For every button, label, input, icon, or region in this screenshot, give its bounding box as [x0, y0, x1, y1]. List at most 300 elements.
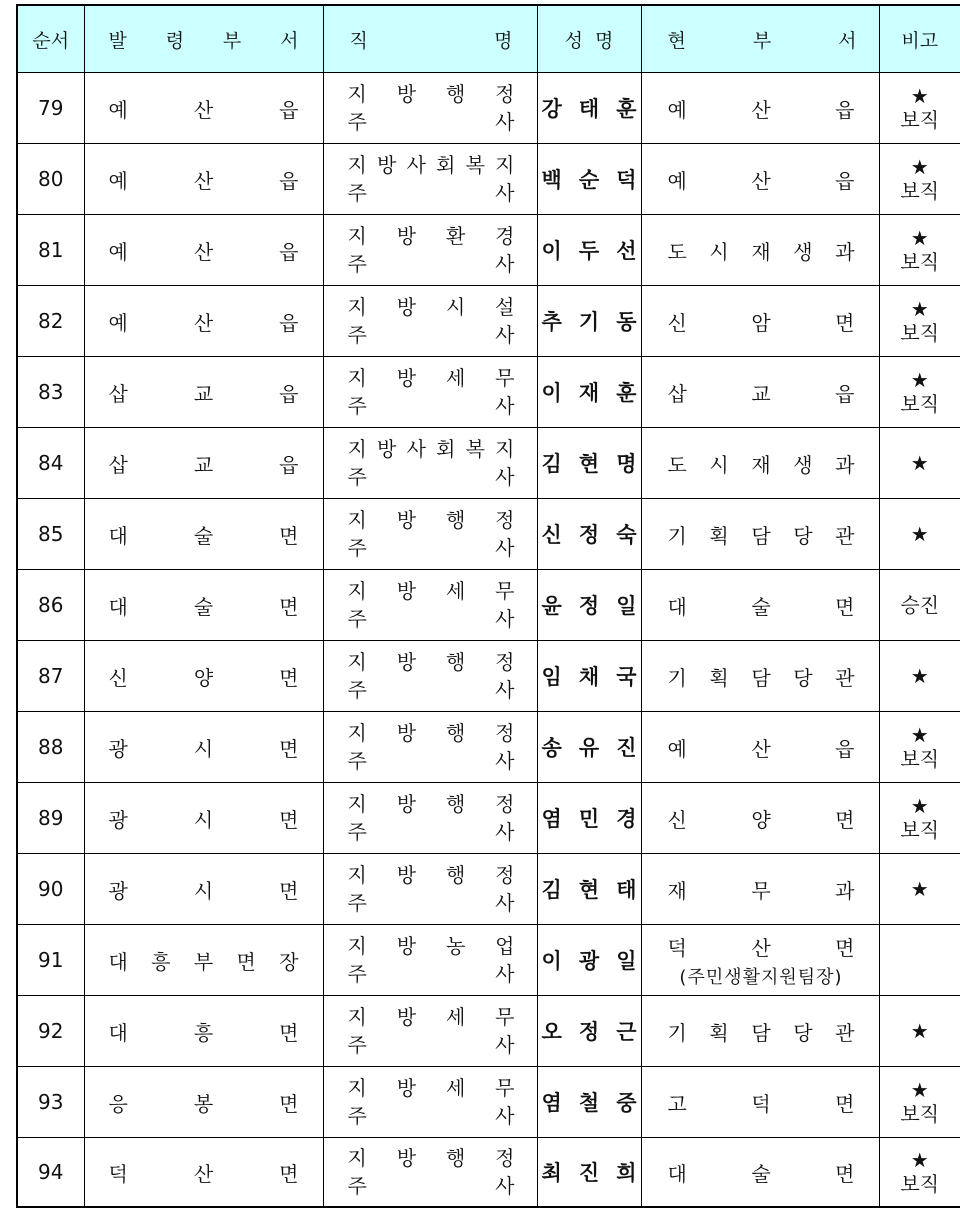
char: 지	[495, 437, 515, 461]
table-row	[17, 286, 960, 357]
star-icon: ★	[910, 794, 929, 818]
char: 사	[495, 252, 515, 276]
person-name	[537, 641, 641, 712]
char: 희	[616, 1161, 637, 1185]
char: 당	[793, 1020, 813, 1045]
char: 방	[396, 82, 417, 106]
person-name	[537, 996, 641, 1067]
star-icon: ★	[910, 664, 929, 688]
note-text: 보직	[900, 321, 940, 345]
char: 산	[193, 97, 214, 122]
current-dept	[668, 662, 855, 691]
char: 일	[616, 949, 637, 973]
char: 대	[108, 523, 128, 548]
char: 지	[347, 1146, 367, 1170]
person-name	[537, 783, 641, 854]
char: 방	[396, 1146, 417, 1170]
position	[323, 783, 537, 854]
char: 읍	[279, 452, 299, 477]
char: 읍	[835, 168, 855, 193]
position	[323, 286, 537, 357]
note-cell	[879, 428, 960, 499]
char: 정	[495, 721, 515, 745]
char: 삽	[108, 381, 128, 406]
char: 방	[396, 1076, 417, 1100]
char: 염	[541, 807, 562, 831]
note-cell	[879, 286, 960, 357]
char: 술	[193, 523, 214, 548]
char: 산	[751, 97, 771, 122]
char: 암	[751, 310, 771, 335]
char: 주	[347, 1174, 367, 1198]
from-dept	[84, 996, 323, 1067]
personnel-table	[16, 4, 960, 1208]
from-dept	[84, 783, 323, 854]
char: 정	[578, 1020, 600, 1044]
note-text: 보직	[900, 1102, 940, 1126]
char: 방	[396, 934, 417, 958]
char: 신	[667, 807, 687, 832]
char: 일	[616, 594, 637, 618]
char: 경	[616, 807, 637, 831]
char: 주	[347, 536, 367, 560]
char: 예	[108, 310, 128, 335]
char: 과	[835, 239, 855, 264]
char: 업	[495, 934, 515, 958]
char: 광	[108, 807, 128, 832]
char: 부	[193, 949, 214, 974]
char: 김	[541, 878, 562, 902]
current-dept	[668, 378, 855, 407]
star-icon: ★	[910, 1078, 929, 1102]
note-text: 보직	[900, 179, 940, 203]
current-dept	[668, 804, 855, 833]
char: 태	[616, 878, 637, 902]
table-row	[17, 499, 960, 570]
char: 기	[667, 1020, 687, 1045]
char: 획	[709, 523, 729, 548]
char: 도	[667, 239, 687, 264]
char: 정	[495, 650, 515, 674]
current-dept-cell	[641, 499, 879, 570]
header-from: 발 령 부 서	[84, 5, 323, 73]
char: 방	[377, 153, 397, 177]
char: 양	[751, 807, 771, 832]
char: 방	[396, 366, 417, 390]
note-cell	[879, 783, 960, 854]
char: 방	[396, 792, 417, 816]
char: 무	[495, 1076, 515, 1100]
char: 사	[495, 749, 515, 773]
char: 방	[396, 863, 417, 887]
char: 사	[495, 1104, 515, 1128]
char: 사	[495, 181, 515, 205]
row-number: 85	[17, 499, 84, 570]
char: 숙	[616, 523, 637, 547]
char: 술	[751, 1161, 771, 1186]
char: 산	[193, 310, 214, 335]
char: 주	[347, 1104, 367, 1128]
person-name	[537, 357, 641, 428]
char: 시	[709, 239, 729, 264]
char: 정	[495, 792, 515, 816]
note-text: 보직	[900, 747, 940, 771]
char: 시	[193, 736, 214, 761]
char: 재	[751, 239, 771, 264]
from-dept	[84, 215, 323, 286]
table-row	[17, 215, 960, 286]
char: 교	[751, 381, 771, 406]
star-icon: ★	[910, 155, 929, 179]
char: 산	[751, 935, 771, 960]
char: 양	[193, 665, 214, 690]
note-cell	[879, 499, 960, 570]
char: 획	[709, 665, 729, 690]
char: 방	[396, 224, 417, 248]
char: 광	[108, 878, 128, 903]
from-dept	[84, 357, 323, 428]
char: 환	[445, 224, 466, 248]
char: 재	[751, 452, 771, 477]
char: 지	[347, 1005, 367, 1029]
char: 주	[347, 891, 367, 915]
note-cell	[879, 570, 960, 641]
position	[323, 357, 537, 428]
star-icon: ★	[910, 368, 929, 392]
char: 지	[347, 721, 367, 745]
char: 순	[578, 168, 600, 192]
char: 방	[396, 295, 417, 319]
star-icon: ★	[910, 297, 929, 321]
char: 덕	[616, 168, 637, 192]
table-row	[17, 357, 960, 428]
char: 임	[541, 665, 562, 689]
char: 농	[445, 934, 466, 958]
char: 철	[578, 1091, 600, 1115]
current-dept-cell	[641, 357, 879, 428]
from-dept	[84, 570, 323, 641]
char: 흥	[151, 949, 171, 974]
char: 읍	[835, 381, 855, 406]
person-name	[537, 570, 641, 641]
char: 재	[578, 381, 600, 405]
note-text: 보직	[900, 250, 940, 274]
row-number: 86	[17, 570, 84, 641]
char: 관	[835, 1020, 855, 1045]
char: 방	[396, 508, 417, 532]
char: 사	[495, 1033, 515, 1057]
char: 근	[616, 1020, 637, 1044]
char: 읍	[279, 97, 299, 122]
char: 지	[347, 366, 367, 390]
table-row	[17, 925, 960, 996]
header-current: 현 부 서	[641, 5, 879, 73]
char: 기	[578, 310, 600, 334]
char: 지	[347, 579, 367, 603]
char: 사	[406, 437, 426, 461]
current-dept-cell	[641, 641, 879, 712]
char: 사	[495, 323, 515, 347]
char: 면	[279, 523, 299, 548]
char: 시	[445, 295, 466, 319]
char: 면	[835, 594, 855, 619]
char: 행	[445, 1146, 466, 1170]
char: 정	[495, 508, 515, 532]
char: 두	[578, 239, 600, 263]
char: 생	[793, 452, 813, 477]
char: 사	[495, 465, 515, 489]
char: 교	[193, 452, 214, 477]
char: 주	[347, 607, 367, 631]
char: 산	[751, 168, 771, 193]
from-dept	[84, 73, 323, 144]
char: 봉	[193, 1091, 214, 1116]
char: 대	[667, 1161, 687, 1186]
from-dept	[84, 428, 323, 499]
person-name	[537, 428, 641, 499]
note-cell	[879, 144, 960, 215]
char: 시	[709, 452, 729, 477]
from-dept	[84, 1067, 323, 1138]
char: 대	[108, 949, 128, 974]
char: 염	[541, 1091, 562, 1115]
char: 방	[396, 579, 417, 603]
current-dept-cell	[641, 428, 879, 499]
char: 추	[541, 310, 562, 334]
table-row	[17, 144, 960, 215]
char: 담	[751, 665, 771, 690]
char: 주	[347, 1033, 367, 1057]
position	[323, 73, 537, 144]
char: 김	[541, 452, 562, 476]
row-number: 91	[17, 925, 84, 996]
char: 지	[347, 508, 367, 532]
char: 신	[667, 310, 687, 335]
current-dept-cell	[641, 144, 879, 215]
header-note: 비고	[879, 5, 960, 73]
table-row	[17, 712, 960, 783]
person-name	[537, 215, 641, 286]
char: 교	[193, 381, 214, 406]
char: 사	[495, 1174, 515, 1198]
char: 행	[445, 721, 466, 745]
position	[323, 925, 537, 996]
note-cell	[879, 996, 960, 1067]
char: 지	[495, 153, 515, 177]
char: 사	[495, 891, 515, 915]
char: 주	[347, 678, 367, 702]
char: 면	[236, 949, 256, 974]
current-dept	[668, 520, 855, 549]
char: 진	[616, 736, 637, 760]
note-text: 보직	[900, 818, 940, 842]
person-name	[537, 144, 641, 215]
row-number: 87	[17, 641, 84, 712]
current-dept	[668, 165, 855, 194]
char: 지	[347, 1076, 367, 1100]
char: 예	[667, 97, 687, 122]
person-name	[537, 1138, 641, 1208]
char: 신	[108, 665, 128, 690]
char: 무	[751, 878, 771, 903]
char: 사	[495, 962, 515, 986]
char: 훈	[616, 381, 637, 405]
current-dept	[668, 94, 855, 123]
row-number: 81	[17, 215, 84, 286]
char: 면	[279, 594, 299, 619]
current-dept	[668, 307, 855, 336]
char: 무	[495, 366, 515, 390]
char: 지	[347, 863, 367, 887]
row-number: 83	[17, 357, 84, 428]
char: 면	[279, 807, 299, 832]
char: 읍	[279, 168, 299, 193]
char: 면	[835, 807, 855, 832]
note-cell	[879, 712, 960, 783]
table-row	[17, 854, 960, 925]
position	[323, 144, 537, 215]
char: 선	[616, 239, 637, 263]
char: 관	[835, 665, 855, 690]
char: 시	[193, 807, 214, 832]
char: 정	[578, 523, 600, 547]
table-row	[17, 1067, 960, 1138]
char: 읍	[279, 239, 299, 264]
from-dept	[84, 499, 323, 570]
char: 행	[445, 82, 466, 106]
char: 면	[279, 1161, 299, 1186]
char: 술	[751, 594, 771, 619]
person-name	[537, 286, 641, 357]
char: 주	[347, 749, 367, 773]
row-number: 94	[17, 1138, 84, 1208]
char: 정	[495, 1146, 515, 1170]
char: 최	[541, 1161, 562, 1185]
from-dept	[84, 712, 323, 783]
char: 예	[108, 168, 128, 193]
char: 오	[541, 1020, 562, 1044]
char: 주	[347, 820, 367, 844]
note-cell	[879, 73, 960, 144]
table-header-row	[17, 5, 960, 73]
position	[323, 641, 537, 712]
from-dept	[84, 854, 323, 925]
person-name	[537, 73, 641, 144]
star-icon: ★	[910, 451, 929, 475]
note-cell	[879, 357, 960, 428]
star-icon: ★	[910, 723, 929, 747]
char: 사	[495, 110, 515, 134]
star-icon: ★	[910, 877, 929, 901]
char: 면	[279, 1020, 299, 1045]
current-dept	[668, 1088, 855, 1117]
char: 주	[347, 181, 367, 205]
char: 면	[279, 878, 299, 903]
char: 민	[578, 807, 600, 831]
char: 방	[377, 437, 397, 461]
char: 방	[396, 650, 417, 674]
char: 주	[347, 962, 367, 986]
char: 진	[578, 1161, 600, 1185]
char: 주	[347, 110, 367, 134]
char: 읍	[279, 381, 299, 406]
star-icon: ★	[910, 522, 929, 546]
char: 획	[709, 1020, 729, 1045]
char: 기	[667, 523, 687, 548]
row-number: 92	[17, 996, 84, 1067]
char: 도	[667, 452, 687, 477]
char: 덕	[751, 1091, 771, 1116]
current-dept-cell	[641, 712, 879, 783]
row-number: 79	[17, 73, 84, 144]
current-dept-cell	[641, 925, 879, 996]
note-cell	[879, 925, 960, 996]
char: 산	[751, 736, 771, 761]
char: 유	[578, 736, 600, 760]
from-dept	[84, 286, 323, 357]
char: 산	[193, 1161, 214, 1186]
note-text: 보직	[900, 392, 940, 416]
char: 사	[495, 820, 515, 844]
note-cell	[879, 1138, 960, 1208]
char: 읍	[835, 97, 855, 122]
char: 회	[436, 437, 456, 461]
char: 예	[667, 168, 687, 193]
char: 방	[396, 1005, 417, 1029]
star-icon: ★	[910, 1019, 929, 1043]
current-dept	[668, 591, 855, 620]
position	[323, 215, 537, 286]
row-number: 89	[17, 783, 84, 854]
char: 사	[495, 394, 515, 418]
char: 삽	[108, 452, 128, 477]
char: 훈	[616, 97, 637, 121]
current-dept-cell	[641, 783, 879, 854]
table-row	[17, 996, 960, 1067]
table-row	[17, 641, 960, 712]
char: 세	[445, 579, 466, 603]
char: 이	[541, 381, 562, 405]
char: 대	[108, 594, 128, 619]
char: 이	[541, 949, 562, 973]
current-dept-cell	[641, 1138, 879, 1208]
char: 지	[347, 224, 367, 248]
char: 사	[406, 153, 426, 177]
position	[323, 1067, 537, 1138]
star-icon: ★	[910, 1148, 929, 1172]
char: 신	[541, 523, 562, 547]
char: 행	[445, 650, 466, 674]
char: 국	[616, 665, 637, 689]
char: 지	[347, 82, 367, 106]
current-dept-cell	[641, 996, 879, 1067]
note-text: 보직	[900, 108, 940, 132]
char: 예	[108, 97, 128, 122]
char: 세	[445, 1076, 466, 1100]
char: 담	[751, 1020, 771, 1045]
current-dept	[668, 236, 855, 265]
row-number: 82	[17, 286, 84, 357]
current-dept	[668, 1158, 855, 1187]
char: 담	[751, 523, 771, 548]
char: 주	[347, 394, 367, 418]
table-row	[17, 570, 960, 641]
header-position: 직 명	[323, 5, 537, 73]
char: 정	[578, 594, 600, 618]
char: 예	[108, 239, 128, 264]
note-cell	[879, 641, 960, 712]
char: 사	[495, 678, 515, 702]
